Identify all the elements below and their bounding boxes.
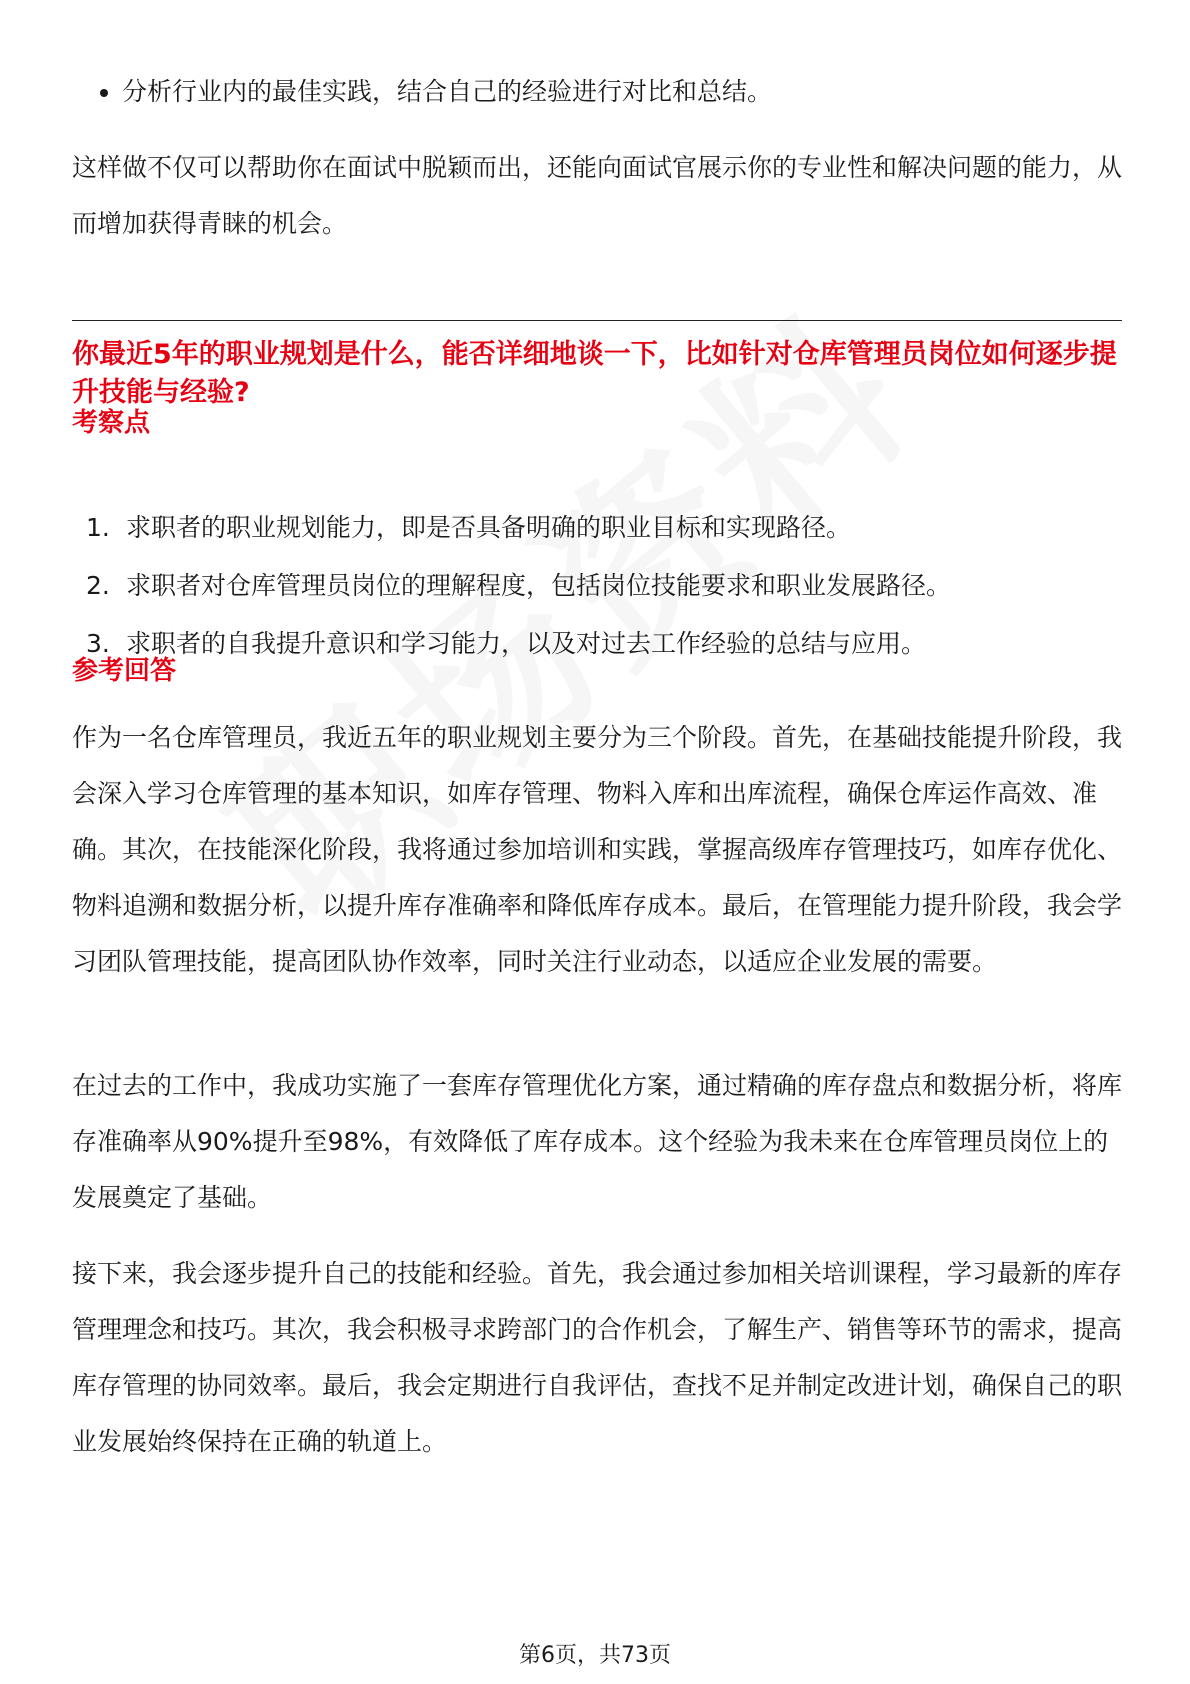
summary-paragraph: 这样做不仅可以帮助你在面试中脱颖而出，还能向面试官展示你的专业性和解决问题的能力，从而增加获得青睐的机会。	[72, 153, 1123, 238]
page-footer: 第6页，共73页	[519, 1643, 671, 1668]
bullet-list	[72, 72, 772, 112]
list-item-text: 求职者的自我提升意识和学习能力，以及对过去工作经验的总结与应用。	[126, 629, 927, 658]
section-divider	[72, 320, 1122, 321]
answer-section-title: 参考回答	[72, 656, 177, 686]
answer-paragraph: 在过去的工作中，我成功实施了一套库存管理优化方案，通过精确的库存盘点和数据分析，将库存准确率从90%提升至98%，有效降低了库存成本。这个经验为我未来在仓库管理员岗位上的发展奠定了基础。	[72, 1071, 1123, 1212]
list-number: 2.	[86, 571, 110, 600]
answer-paragraph: 接下来，我会逐步提升自己的技能和经验。首先，我会通过参加相关培训课程，学习最新的库存管理理念和技巧。其次，我会积极寻求跨部门的合作机会，了解生产、销售等环节的需求，提高库存管理的协同效率。最后，我会定期进行自我评估，查找不足并制定改进计划，确保自己的职业发展始终保持在正确的轨道上。	[72, 1259, 1123, 1456]
list-number: 1.	[86, 513, 110, 542]
list-item-text: 求职者的职业规划能力，即是否具备明确的职业目标和实现路径。	[126, 513, 852, 542]
list-item: • 分析行业内的最佳实践，结合自己的经验进行对比和总结。	[122, 72, 772, 112]
question-heading: 你最近5年的职业规划是什么，能否详细地谈一下，比如针对仓库管理员岗位如何逐步提升技能与经验?	[72, 339, 1117, 408]
focus-section-title: 考察点	[72, 408, 151, 438]
answer-paragraph: 作为一名仓库管理员，我近五年的职业规划主要分为三个阶段。首先，在基础技能提升阶段，我会深入学习仓库管理的基本知识，如库存管理、物料入库和出库流程，确保仓库运作高效、准确。其次，在技能深化阶段，我将通过参加培训和实践，掌握高级库存管理技巧，如库存优化、物料追溯和数据分析，以提升库存准确率和降低库存成本。最后，在管理能力提升阶段，我会学习团队管理技能，提高团队协作效率，同时关注行业动态，以适应企业发展的需要。	[72, 723, 1123, 976]
list-item-text: 求职者对仓库管理员岗位的理解程度，包括岗位技能要求和职业发展路径。	[126, 571, 952, 600]
list-number: 3.	[86, 629, 110, 658]
